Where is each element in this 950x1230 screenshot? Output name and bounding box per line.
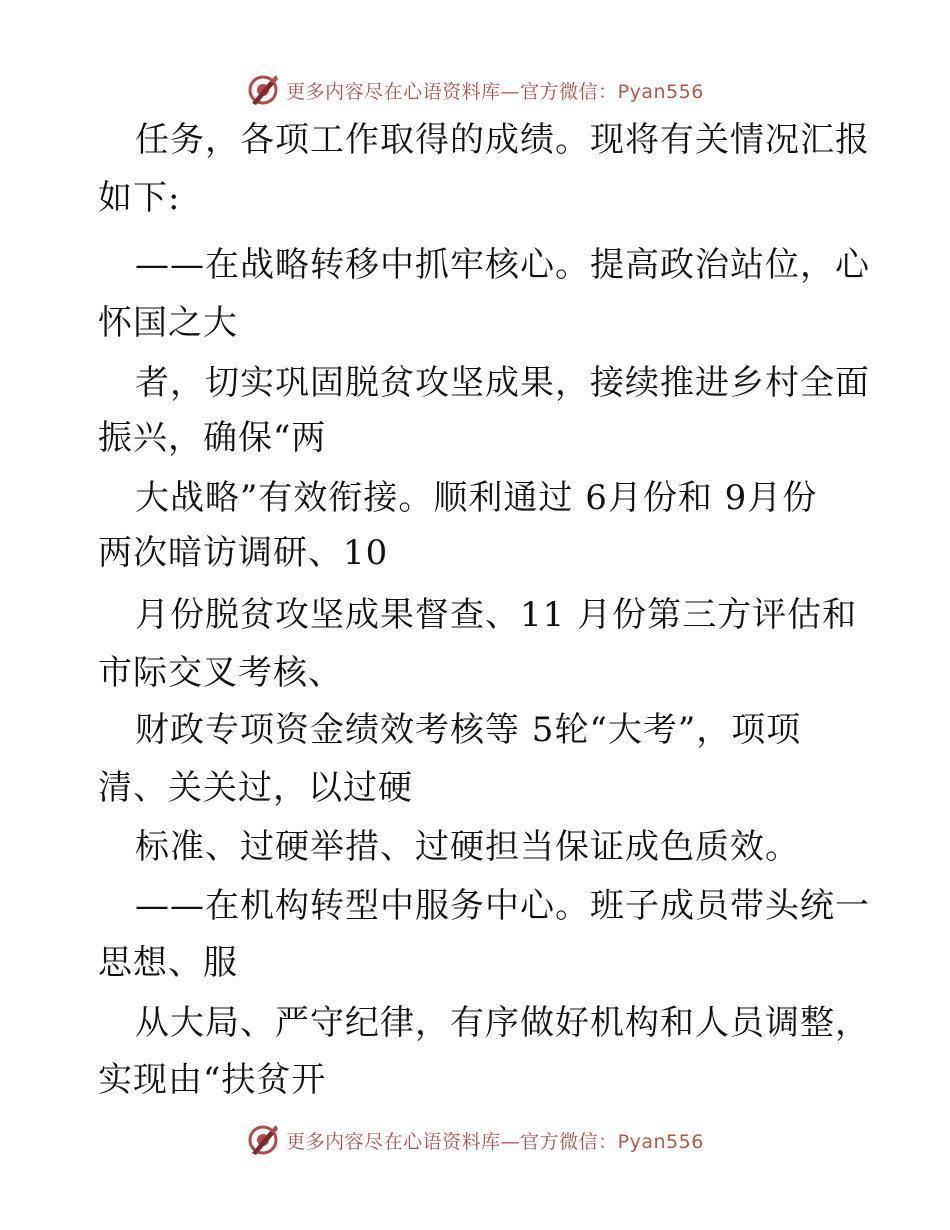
body-line-1: 任务，各项工作取得的成绩。现将有关情况汇报	[135, 120, 870, 160]
body-line-9: 月份脱贫攻坚成果督查、11 月份第三方评估和	[135, 595, 858, 635]
body-line-13: 标准、过硬举措、过硬担当保证成色质效。	[135, 827, 800, 867]
body-line-7: 大战略”有效衔接。顺利通过 6月份和 9月份	[135, 478, 818, 518]
body-line-14: ——在机构转型中服务中心。班子成员带头统一	[135, 886, 870, 926]
pen-logo-icon	[246, 1123, 280, 1157]
footer-banner-contact: Pyan556	[617, 1130, 704, 1153]
body-line-2: 如下:	[98, 178, 181, 218]
body-line-12: 清、关关过，以过硬	[98, 768, 413, 808]
pen-logo-icon	[246, 73, 280, 107]
body-line-5: 者，切实巩固脱贫攻坚成果，接续推进乡村全面	[135, 363, 870, 403]
header-banner-text	[286, 77, 704, 104]
body-line-16: 从大局、严守纪律，有序做好机构和人员调整，	[135, 1003, 870, 1043]
body-line-6: 振兴，确保“两	[98, 418, 327, 458]
body-line-17: 实现由“扶贫开	[98, 1060, 327, 1100]
footer-banner-text	[286, 1127, 704, 1154]
header-banner-title: 更多内容尽在心语资料库—官方微信：	[286, 80, 618, 103]
body-line-10: 市际交叉考核、	[98, 653, 343, 693]
body-line-15: 思想、服	[98, 943, 238, 983]
body-line-8: 两次暗访调研、10	[98, 533, 389, 573]
body-line-11: 财政专项资金绩效考核等 5轮“大考”，项项	[135, 710, 802, 750]
body-line-3: ——在战略转移中抓牢核心。提高政治站位，心	[135, 245, 870, 285]
header-banner	[0, 70, 950, 110]
body-line-4: 怀国之大	[98, 303, 238, 343]
header-banner-contact: Pyan556	[617, 80, 704, 103]
footer-banner-title: 更多内容尽在心语资料库—官方微信：	[286, 1130, 618, 1153]
footer-banner	[0, 1120, 950, 1160]
